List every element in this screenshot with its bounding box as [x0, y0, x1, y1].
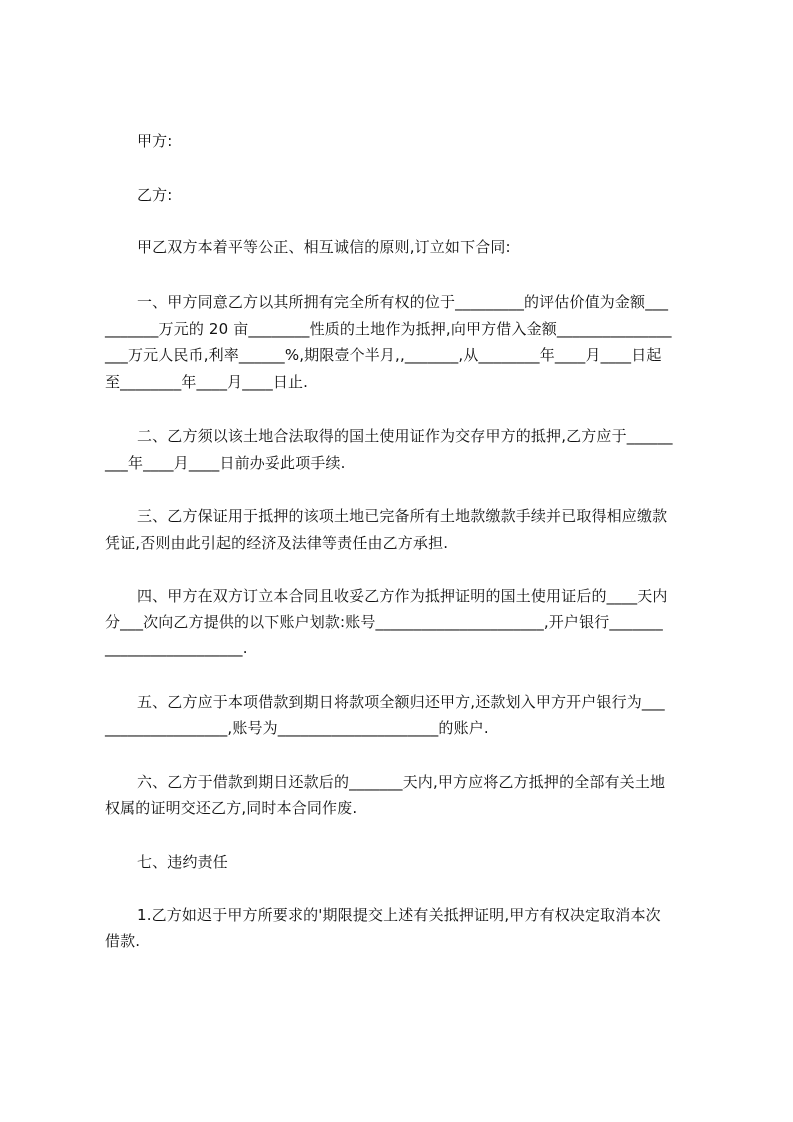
clause1-line1: 一、甲方同意乙方以其所拥有完全所有权的位于_________的评估价值为金额___	[137, 293, 669, 311]
clause4-line1: 四、甲方在双方订立本合同且收妥乙方作为抵押证明的国土使用证后的____天内	[137, 587, 668, 605]
clause4-line3: __________________.	[105, 639, 248, 657]
clause2-line1: 二、乙方须以该土地合法取得的国土使用证作为交存甲方的抵押,乙方应于______	[137, 427, 673, 445]
clause1-line2: _______万元的 20 亩________性质的土地作为抵押,向甲方借入金额_______________	[105, 320, 672, 338]
intro-paragraph: 甲乙双方本着平等公正、相互诚信的原则,订立如下合同:	[137, 238, 511, 256]
clause6-line1: 六、乙方于借款到期日还款后的_______天内,甲方应将乙方抵押的全部有关土地	[137, 773, 666, 791]
clause6-line2: 权属的证明交还乙方,同时本合同作废.	[105, 799, 358, 817]
clause5-line1: 五、乙方应于本项借款到期日将款项全额归还甲方,还款划入甲方开户银行为___	[137, 693, 665, 711]
clause4-line2: 分___次向乙方提供的以下账户划款:账号______________________,开户银行_______	[105, 613, 663, 631]
clause7-title: 七、违约责任	[137, 853, 228, 871]
party-a-label: 甲方:	[137, 132, 173, 150]
clause5-line2: ________________,账号为_____________________的账户.	[105, 719, 489, 737]
clause7-item1-line2: 借款.	[105, 932, 141, 950]
party-b-label: 乙方:	[137, 186, 173, 204]
clause1-line3: ___万元人民币,利率______%,期限壹个半月,,_______,从________年____月____日起	[105, 346, 662, 364]
clause1-line4: 至________年____月____日止.	[105, 373, 309, 391]
clause3-line2: 凭证,否则由此引起的经济及法律等责任由乙方承担.	[105, 534, 449, 552]
clause2-line2: ___年____月____日前办妥此项手续.	[105, 454, 346, 472]
clause7-item1-line1: 1.乙方如迟于甲方所要求的'期限提交上述有关抵押证明,甲方有权决定取消本次	[137, 906, 661, 924]
clause3-line1: 三、乙方保证用于抵押的该项土地已完备所有土地款缴款手续并已取得相应缴款	[137, 507, 668, 525]
